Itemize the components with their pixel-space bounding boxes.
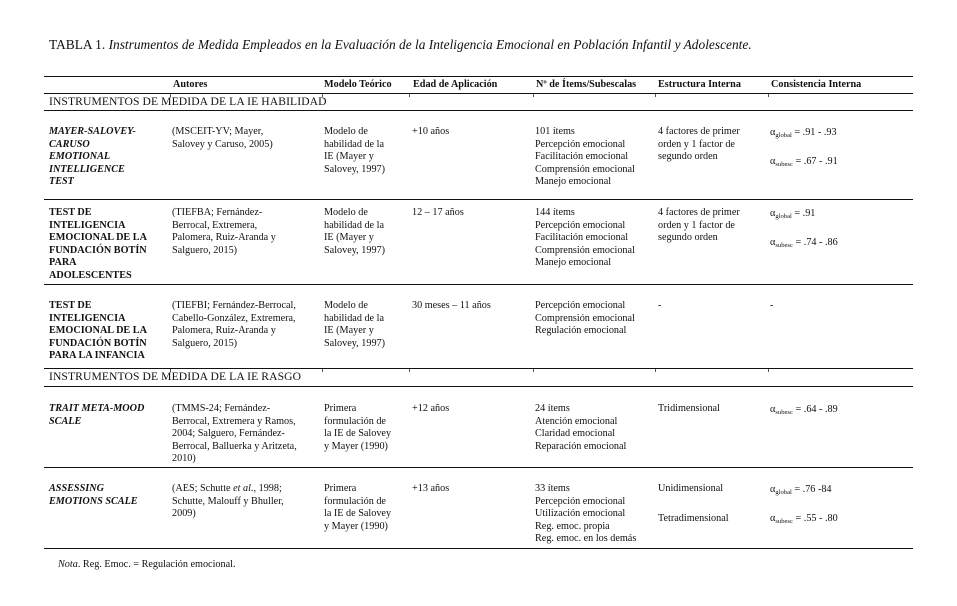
instrument-age: 12 – 17 años [412, 207, 464, 218]
rule-row3-bottom [44, 368, 913, 369]
instrument-name: TEST DE INTELIGENCIA EMOCIONAL DE LA FUNDACIÓN BOTÍN PARA LA INFANCIA [49, 300, 147, 362]
consistency-global: $\alpha_{global} = .91$ [770, 208, 816, 220]
instrument-model: Modelo de habilidad de la IE (Mayer y Salovey, 1997) [324, 300, 386, 349]
instrument-name: TRAIT META-MOOD SCALE [49, 403, 145, 427]
table-number: TABLA 1. [49, 37, 106, 52]
rule-header-bottom [44, 93, 913, 94]
instrument-structure: Tridimensional [658, 403, 720, 414]
rule-row2-bottom [44, 284, 913, 285]
instrument-age: +12 años [412, 403, 450, 414]
instrument-items: 33 ítems Percepción emocional Utilización emocional Reg. emoc. propia Reg. emoc. en los demás [535, 483, 637, 545]
consistency-subscale: $\alpha_{subesc} = .74 - .86$ [770, 237, 838, 249]
instrument-name: ASSESSING EMOTIONS SCALE [49, 483, 138, 507]
instrument-authors: (AES; Schutte et al., 1998; Schutte, Malouff y Bhuller, 2009) [172, 483, 284, 520]
consistency-subscale: $\alpha_{subesc} = .67 - .91$ [770, 156, 838, 168]
rule-row4-bottom [44, 467, 913, 468]
consistency-subscale: $\alpha_{subesc} = .55 - .80$ [770, 513, 838, 525]
instrument-model: Primera formulación de la IE de Salovey y Mayer (1990) [324, 483, 392, 532]
header-items-subescalas: Nº de Ítems/Subescalas [536, 79, 637, 90]
instrument-structure-tetradimensional: Tetradimensional [658, 513, 729, 524]
header-autores: Autores [173, 79, 208, 90]
note-label: Nota [58, 559, 78, 570]
instrument-items: Percepción emocional Comprensión emocional Regulación emocional [535, 300, 635, 337]
rule-section2-bottom [44, 386, 913, 387]
instrument-authors: (MSCEIT-YV; Mayer, Salovey y Caruso, 2005) [172, 126, 273, 150]
instrument-age: 30 meses – 11 años [412, 300, 491, 311]
instrument-authors: (TMMS-24; Fernández- Berrocal, Extremera y Ramos, 2004; Salguero, Fernández- Berrocal, Balluerka y Aritzeta, 2010) [172, 403, 297, 465]
instrument-age: +10 años [412, 126, 450, 137]
instrument-authors: (TIEFBA; Fernández- Berrocal, Extremera, Palomera, Ruiz-Aranda y Salguero, 2015) [172, 207, 276, 256]
column-tick [409, 94, 410, 97]
header-estructura-interna: Estructura Interna [658, 79, 741, 90]
rule-table-bottom [44, 548, 913, 549]
instrument-items: 101 ítems Percepción emocional Facilitación emocional Comprensión emocional Manejo emocional [535, 126, 635, 188]
column-tick [409, 369, 410, 372]
note-text: . Reg. Emoc. = Regulación emocional. [77, 559, 236, 570]
table-note [58, 559, 236, 570]
consistency-none: - [770, 300, 774, 311]
column-tick [655, 369, 656, 372]
column-tick [533, 369, 534, 372]
header-modelo-teorico: Modelo Teórico [324, 79, 392, 90]
table-title [49, 37, 752, 53]
instrument-model: Modelo de habilidad de la IE (Mayer y Salovey, 1997) [324, 126, 386, 175]
section-habilidad-heading: INSTRUMENTOS DE MEDIDA DE LA IE HABILIDAD [49, 95, 327, 108]
consistency-subscale: $\alpha_{subesc} = .64 - .89$ [770, 404, 838, 416]
instrument-items: 144 ítems Percepción emocional Facilitación emocional Comprensión emocional Manejo emocional [535, 207, 635, 269]
instrument-age: +13 años [412, 483, 450, 494]
rule-row1-bottom [44, 199, 913, 200]
instrument-name: TEST DE INTELIGENCIA EMOCIONAL DE LA FUNDACIÓN BOTÍN PARA ADOLESCENTES [49, 207, 147, 281]
column-tick [768, 94, 769, 97]
rule-section1-bottom [44, 110, 913, 111]
instrument-structure: 4 factores de primer orden y 1 factor de segundo orden [658, 126, 740, 163]
table-caption: Instrumentos de Medida Empleados en la Evaluación de la Inteligencia Emocional en Población Infantil y Adolescente. [105, 37, 752, 52]
instrument-model: Primera formulación de la IE de Salovey y Mayer (1990) [324, 403, 392, 452]
header-edad-aplicacion: Edad de Aplicación [413, 79, 498, 90]
column-tick [533, 94, 534, 97]
instrument-structure-unidimensional: Unidimensional [658, 483, 724, 494]
instrument-model: Modelo de habilidad de la IE (Mayer y Salovey, 1997) [324, 207, 386, 256]
instrument-structure: 4 factores de primer orden y 1 factor de segundo orden [658, 207, 740, 244]
instrument-items: 24 ítems Atención emocional Claridad emocional Reparación emocional [535, 403, 627, 452]
instrument-structure: - [658, 300, 662, 311]
instrument-authors: (TIEFBI; Fernández-Berrocal, Cabello-González, Extremera, Palomera, Ruiz-Aranda y Salguero, 2015) [172, 300, 296, 349]
consistency-global: $\alpha_{global} = .76$ -84 [770, 484, 832, 496]
section-rasgo-heading: INSTRUMENTOS DE MEDIDA DE LA IE RASGO [49, 370, 302, 383]
consistency-global: $\alpha_{global} = .91 - .93$ [770, 127, 837, 139]
rule-top [44, 76, 913, 77]
header-consistencia-interna: Consistencia Interna [771, 79, 862, 90]
instrument-name: MAYER-SALOVEY- CARUSO EMOTIONAL INTELLIGENCE TEST [49, 126, 136, 188]
column-tick [322, 369, 323, 372]
column-tick [768, 369, 769, 372]
column-tick [655, 94, 656, 97]
